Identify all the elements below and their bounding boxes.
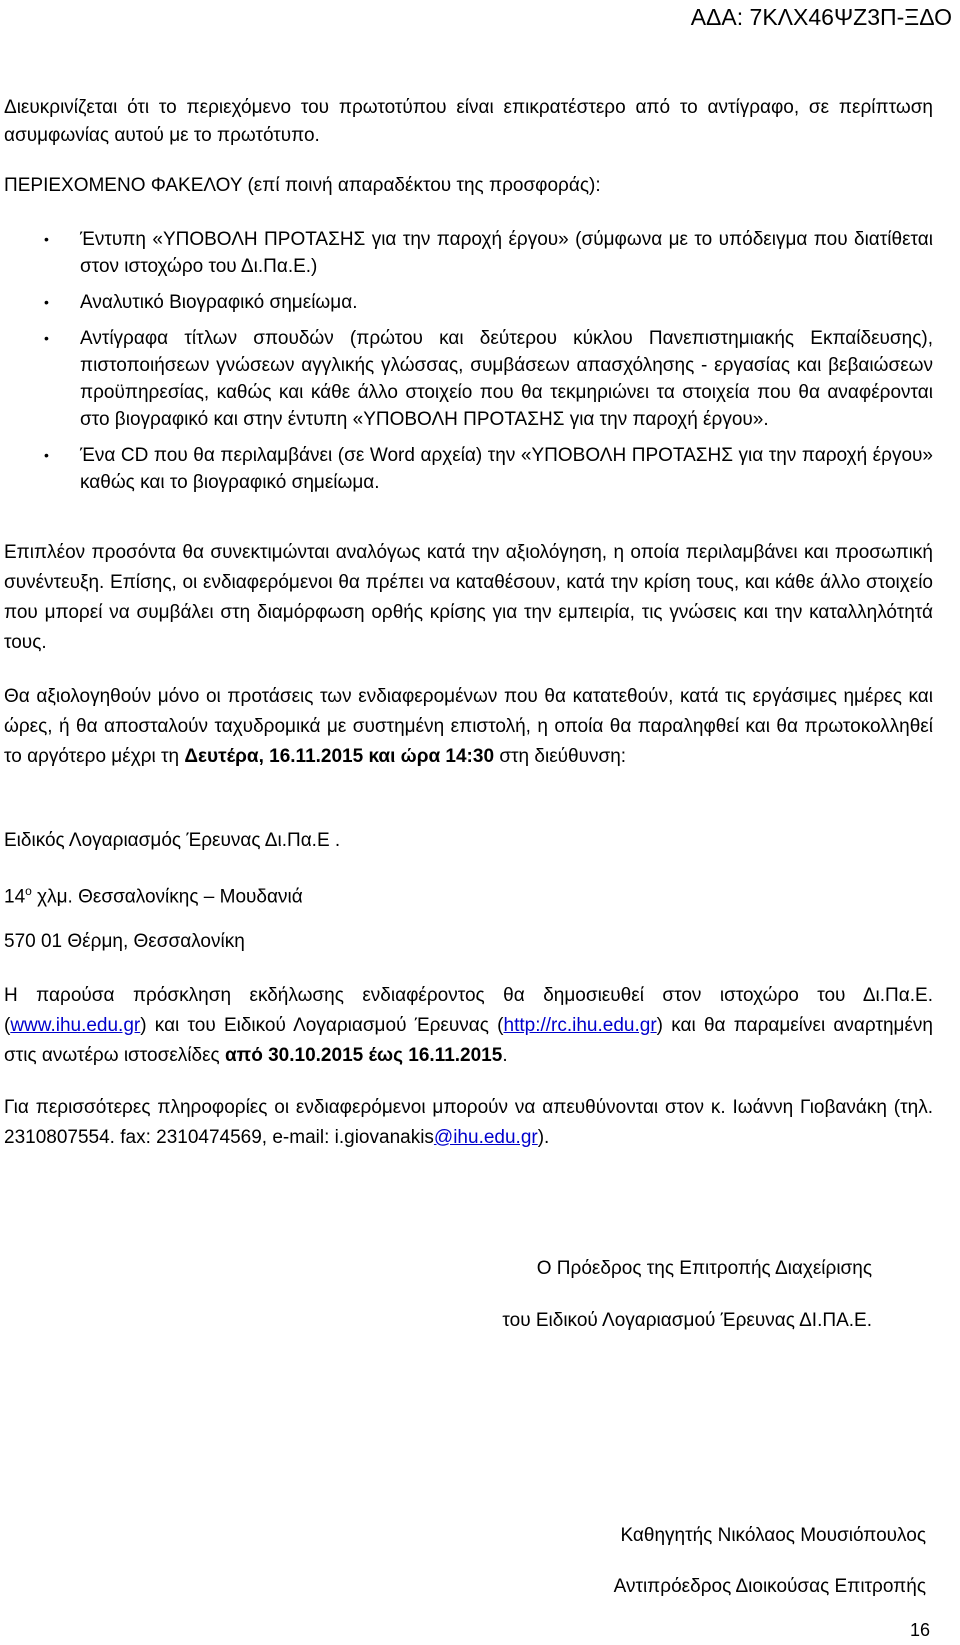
publication-paragraph: Η παρούσα πρόσκληση εκδήλωσης ενδιαφέροντος θα δημοσιευθεί στον ιστοχώρο του Δι.Πα.Ε. (www.ihu.edu.gr) και του Ειδικού Λογαριασμού Έρευνας (http://rc.ihu.edu.gr) και θα παραμείνει αναρτημένη στις ανωτέρω ιστοσελίδες από 30.10.2015 έως 16.11.2015. — [4, 985, 933, 1066]
folder-contents-heading: ΠΕΡΙΕΧΟΜΕΝΟ ΦΑΚΕΛΟΥ (επί ποινή απαραδέκτου της προσφοράς): — [4, 175, 601, 196]
intro-paragraph: Διευκρινίζεται ότι το περιεχόμενο του πρωτοτύπου είναι επικρατέστερο από το αντίγραφο, σε περίπτωση ασυμφωνίας αυτού με το πρωτότυπο. — [4, 97, 933, 146]
address-line-3: 570 01 Θέρμη, Θεσσαλονίκη — [4, 931, 245, 952]
folder-contents-list — [44, 226, 933, 505]
contact-paragraph: Για περισσότερες πληροφορίες οι ενδιαφερόμενοι μπορούν να απευθύνονται στον κ. Ιωάννη Γιοβανάκη (τηλ. 2310807554. fax: 2310474569, e-mail: i.giovanakis@ihu.edu.gr). — [4, 1097, 933, 1148]
deadline-date: Δευτέρα, 16.11.2015 και ώρα 14:30 — [184, 746, 495, 767]
extra-qualifications-paragraph: Επιπλέον προσόντα θα συνεκτιμώνται αναλόγως κατά την αξιολόγηση, η οποία περιλαμβάνει και προσωπική συνέντευξη. Επίσης, οι ενδιαφερόμενοι θα πρέπει να καταθέσουν, κατά την κρίση τους, και κάθε άλλο στοιχείο που μπορεί να συμβάλει στη διαμόρφωση ορθής κρίσης για την εμπειρία, τις γνώσεις και την καταλληλότητά τους. — [4, 542, 933, 653]
bullet-icon: • — [44, 330, 49, 346]
publication-period: από 30.10.2015 έως 16.11.2015 — [225, 1045, 503, 1066]
deadline-paragraph: Θα αξιολογηθούν μόνο οι προτάσεις των ενδιαφερομένων που θα κατατεθούν, κατά τις εργάσιμες ημέρες και ώρες, ή θα αποσταλούν ταχυδρομικά με συστημένη επιστολή, η οποία θα παραληφθεί και θα πρωτοκολληθεί το αργότερο μέχρι τη Δευτέρα, 16.11.2015 και ώρα 14:30 στη διεύθυνση: — [4, 686, 933, 767]
signature-line-1: Ο Πρόεδρος της Επιτροπής Διαχείρισης — [536, 1258, 872, 1279]
bullet-icon: • — [44, 231, 49, 247]
ihu-website-link[interactable]: www.ihu.edu.gr — [10, 1015, 141, 1036]
signature-line-2: του Ειδικού Λογαριασμού Έρευνας ΔΙ.ΠΑ.Ε. — [502, 1310, 872, 1331]
list-item: • Ένα CD που θα περιλαμβάνει (σε Word αρχεία) την «ΥΠΟΒΟΛΗ ΠΡΟΤΑΣΗΣ για την παροχή έργου» καθώς και το βιογραφικό σημείωμα. — [44, 442, 933, 496]
signatory-title: Αντιπρόεδρος Διοικούσας Επιτροπής — [613, 1576, 926, 1597]
email-link[interactable]: @ihu.edu.gr — [433, 1127, 538, 1148]
list-item: • Αντίγραφα τίτλων σπουδών (πρώτου και δεύτερου κύκλου Πανεπιστημιακής Εκπαίδευσης), πιστοποιήσεων γνώσεων αγγλικής γλώσσας, συμβάσεων απασχόλησης - εργασίας και βεβαιώσεων προϋπηρεσίας, καθώς και κάθε άλλο στοιχείο που θα τεκμηριώνει τα στοιχεία που θα αναφέρονται στο βιογραφικό και στην έντυπη «ΥΠΟΒΟΛΗ ΠΡΟΤΑΣΗΣ για την παροχή έργου». — [44, 325, 933, 433]
list-item: • Αναλυτικό Βιογραφικό σημείωμα. — [44, 289, 933, 316]
page-number: 16 — [909, 1620, 930, 1640]
bullet-icon: • — [44, 294, 49, 310]
address-line-2: $14^o$ χλμ. Θεσσαλονίκης – Μουδανιά — [4, 884, 303, 908]
signatory-name: Καθηγητής Νικόλαος Μουσιόπουλος — [620, 1525, 926, 1546]
rc-website-link[interactable]: http://rc.ihu.edu.gr — [503, 1015, 657, 1036]
address-line-1: Ειδικός Λογαριασμός Έρευνας Δι.Πα.Ε . — [4, 830, 341, 851]
bullet-icon: • — [44, 447, 49, 463]
list-item: • Έντυπη «ΥΠΟΒΟΛΗ ΠΡΟΤΑΣΗΣ για την παροχή έργου» (σύμφωνα με το υπόδειγμα που διατίθεται στον ιστοχώρο του Δι.Πα.Ε.) — [44, 226, 933, 280]
ada-identifier: ΑΔΑ: 7ΚΛΧ46ΨΖ3Π-ΞΔΟ — [690, 4, 952, 30]
